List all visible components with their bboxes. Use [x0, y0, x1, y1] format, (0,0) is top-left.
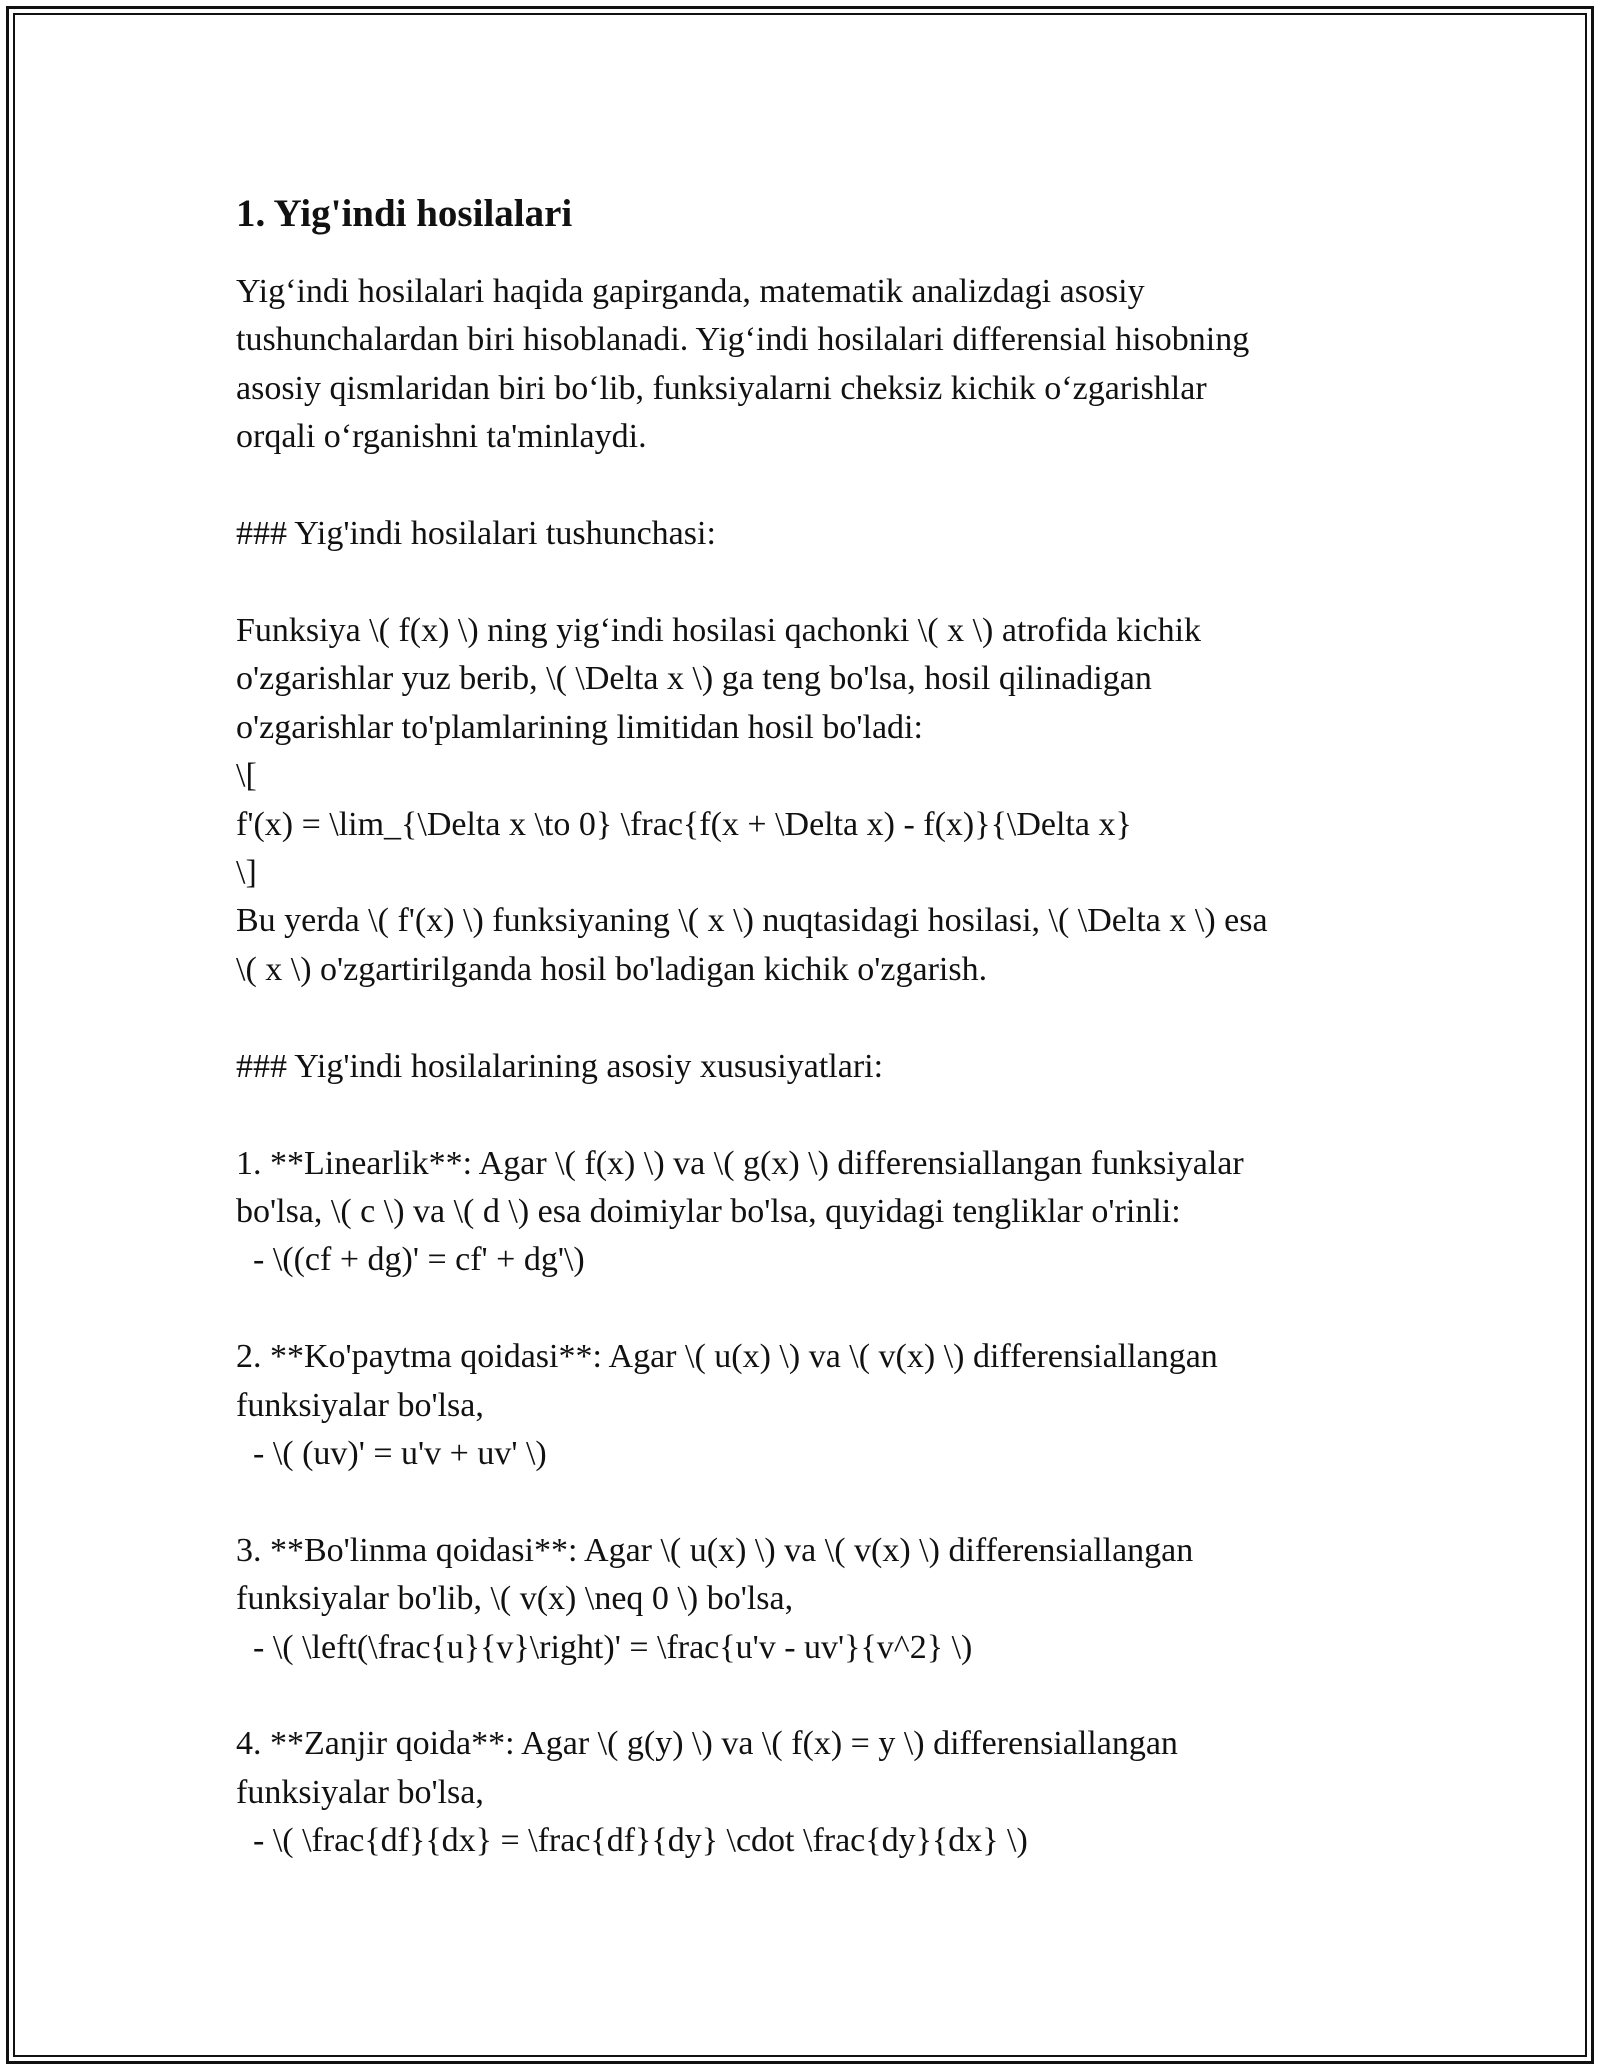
formula-close-bracket: \]	[236, 854, 257, 891]
section-heading-concept: ### Yig'indi hosilalari tushunchasi:	[236, 515, 716, 552]
derivative-definition-formula: f'(x) = \lim_{\Delta x \to 0} \frac{f(x + \Delta x) - f(x)}{\Delta x}	[236, 806, 1132, 843]
concept-line: o'zgarishlar yuz berib, \( \Delta x \) ga teng bo'lsa, hosil qilinadigan	[236, 660, 1152, 697]
rule-formula: - \((cf + dg)' = cf' + dg'\)	[236, 1241, 585, 1278]
concept-line: \( x \) o'zgartirilganda hosil bo'ladigan kichik o'zgarish.	[236, 951, 988, 988]
rule-line: 2. **Ko'paytma qoidasi**: Agar \( u(x) \) va \( v(x) \) differensiallangan	[236, 1338, 1218, 1375]
intro-line: asosiy qismlaridan biri bo‘lib, funksiyalarni cheksiz kichik o‘zgarishlar	[236, 370, 1207, 407]
concept-line: Bu yerda \( f'(x) \) funksiyaning \( x \) nuqtasidagi hosilasi, \( \Delta x \) esa	[236, 902, 1268, 939]
rule-line: funksiyalar bo'lsa,	[236, 1774, 484, 1811]
rule-formula: - \( \frac{df}{dx} = \frac{df}{dy} \cdot \frac{dy}{dx} \)	[236, 1822, 1028, 1859]
concept-line: o'zgarishlar to'plamlarining limitidan hosil bo'ladi:	[236, 709, 923, 746]
document-title: 1. Yig'indi hosilalari	[236, 192, 573, 235]
rule-line: 3. **Bo'linma qoidasi**: Agar \( u(x) \) va \( v(x) \) differensiallangan	[236, 1532, 1194, 1569]
rule-line: 4. **Zanjir qoida**: Agar \( g(y) \) va \( f(x) = y \) differensiallangan	[236, 1725, 1178, 1762]
intro-line: Yig‘indi hosilalari haqida gapirganda, matematik analizdagi asosiy	[236, 273, 1145, 310]
rule-line: funksiyalar bo'lib, \( v(x) \neq 0 \) bo'lsa,	[236, 1580, 794, 1617]
rule-line: bo'lsa, \( c \) va \( d \) esa doimiylar bo'lsa, quyidagi tengliklar o'rinli:	[236, 1193, 1181, 1230]
rule-formula: - \( \left(\frac{u}{v}\right)' = \frac{u'v - uv'}{v^2} \)	[236, 1629, 973, 1666]
formula-open-bracket: \[	[236, 757, 257, 794]
rule-line: 1. **Linearlik**: Agar \( f(x) \) va \( g(x) \) differensiallangan funksiyalar	[236, 1145, 1244, 1182]
rule-formula: - \( (uv)' = u'v + uv' \)	[236, 1435, 547, 1472]
intro-line: orqali o‘rganishni ta'minlaydi.	[236, 418, 647, 455]
section-heading-properties: ### Yig'indi hosilalarining asosiy xususiyatlari:	[236, 1048, 884, 1085]
rule-line: funksiyalar bo'lsa,	[236, 1387, 484, 1424]
intro-line: tushunchalardan biri hisoblanadi. Yig‘indi hosilalari differensial hisobning	[236, 321, 1250, 358]
concept-line: Funksiya \( f(x) \) ning yig‘indi hosilasi qachonki \( x \) atrofida kichik	[236, 612, 1202, 649]
